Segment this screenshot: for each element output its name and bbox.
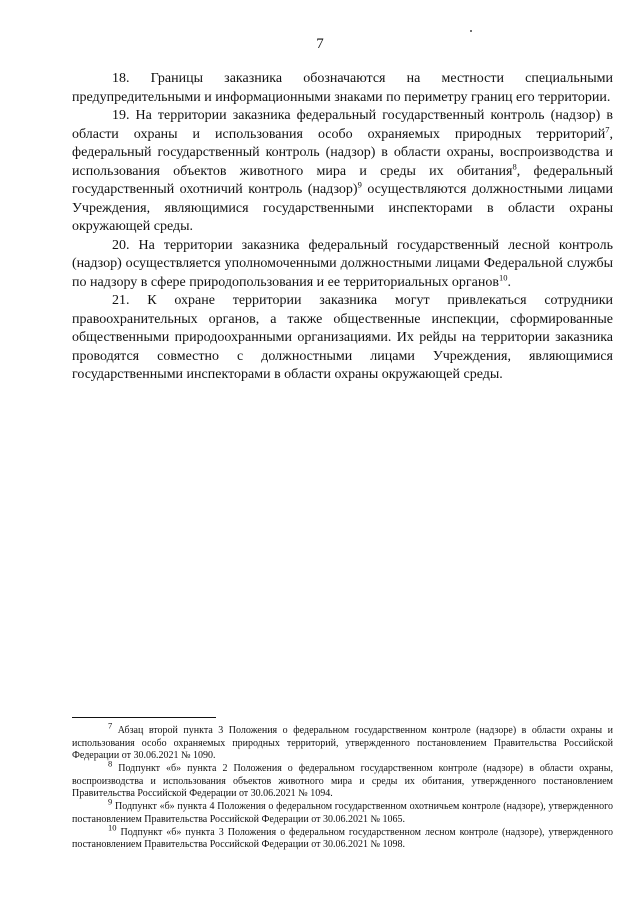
paragraph-20 [72,237,613,293]
paragraph-19-text-1: 19. На территории заказника федеральный государственный контроль (надзор) в области охраны и использования особо охраняемых природных территорий [72,108,613,142]
footnote-7 [72,720,613,763]
paragraph-20-text-2: . [507,274,511,290]
footnotes [72,720,613,852]
footnote-mark-8: 8 [108,758,113,769]
footnote-ref-7[interactable]: 7 [605,123,610,134]
footnote-9-text: Подпункт «б» пункта 4 Положения о федеральном государственном охотничьем контроле (надзоре), утвержденного постановлением Правительства Российской Федерации от 30.06.2021 № 1065. [72,801,613,825]
paragraph-21: 21. К охране территории заказника могут привлекаться сотрудники правоохранительных органов, а также общественные инспекции, сформированные общественными природоохранными организациями. Их рейды на территории заказника проводятся совместно с должностными лицами Учреждения, являющимися государственными инспекторами в области охраны окружающей среды. [72,293,613,382]
footnote-separator [72,717,216,718]
footnote-ref-9[interactable]: 9 [357,179,362,190]
footnote-mark-7: 7 [108,720,113,731]
paragraph-19-text-3: , федеральный государственный охотничий контроль (надзор) [72,163,613,197]
paragraph-20-text-1: 20. На территории заказника федеральный государственный лесной контроль (надзор) осуществляется уполномоченными должностными лицами Федеральной службы по надзору в сфере природопользования и ее территориальных органов [72,237,613,290]
footnote-mark-9: 9 [108,796,113,807]
footnote-7-text: Абзац второй пункта 3 Положения о федеральном государственном контроле (надзоре) в области охраны и использования особо охраняемых природных территорий, утвержденного постановлением Правительства Российской Федерации от 30.06.2021 № 1090. [72,725,613,761]
footnote-9 [72,796,613,826]
page-number: 7 [316,36,324,52]
body-text [72,70,613,385]
paragraph-19-text-4: осуществляются должностными лицами Учреждения, являющимися государственными инспекторами в области охраны окружающей среды. [72,182,613,234]
footnote-mark-10: 10 [108,822,117,833]
footnote-10 [72,822,613,852]
paragraph-19 [72,107,613,237]
paragraph-18: 18. Границы заказника обозначаются на местности специальными предупредительными и информационными знаками по периметру границ его территории. [72,71,613,105]
footnote-10-text: Подпункт «б» пункта 3 Положения о федеральном государственном лесном контроле (надзоре), утвержденного постановлением Правительства Российской Федерации от 30.06.2021 № 1098. [72,826,613,850]
paragraph-19-text-2: , федеральный государственный контроль (надзор) в области охраны, воспроизводства и использования объектов животного мира и среды их обитания [72,126,613,179]
footnote-ref-8[interactable]: 8 [512,160,517,171]
footnote-8-text: Подпункт «б» пункта 2 Положения о федеральном государственном контроле (надзоре) в области охраны, воспроизводства и использования объектов животного мира и среды их обитания, утвержденного постановлением Правительства Российской Федерации от 30.06.2021 № 1094. [72,763,613,799]
footnote-ref-10[interactable]: 10 [498,271,508,282]
scan-speck [470,30,472,32]
footnote-8 [72,758,613,801]
